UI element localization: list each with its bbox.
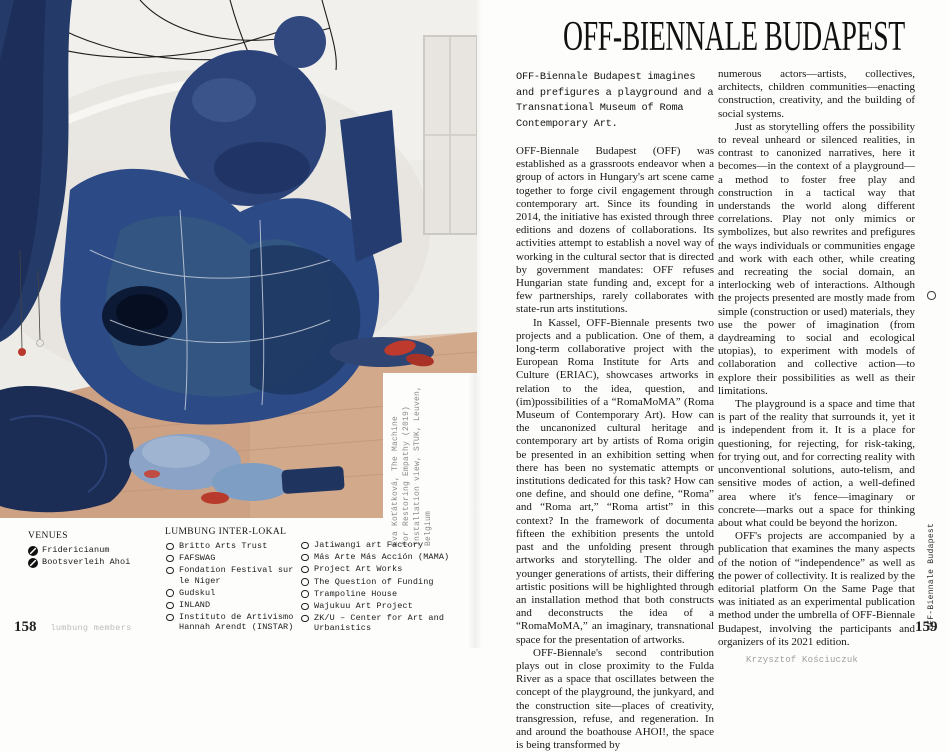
lumbung-item bbox=[300, 577, 450, 587]
venue-item-label: Bootsverleih Ahoi bbox=[42, 557, 131, 568]
intro-paragraph: OFF-Biennale Budapest imagines and prefigures a playground and a Transnational Museum of Roma Contemporary Art. bbox=[516, 71, 714, 130]
venue-item bbox=[28, 557, 148, 567]
lumbung-item-label: ZK/U – Center for Art and Urbanistics bbox=[314, 613, 445, 634]
bullet-circle-icon bbox=[166, 543, 174, 551]
article-paragraph: OFF-Biennale's second contribution plays out in close proximity to the Fulda River as a space that oscillates between the concept of the playground, the junkyard, and the construction site—places of creativity, transgression, refuse, and regeneration. In and around the boathouse AHOI!, the space is being transformed by bbox=[516, 646, 714, 752]
article-paragraph: Just as storytelling offers the possibility to reveal unheard or silenced realities, in contrast to canonized narratives, here it becomes—in the context of a playground—a method to foster free play and construction in a tactical way that understands the world along different correlations. Play not only mimics or symbolizes, but also rewrites and prefigures the ways individuals or communities engage and work with each other, while creating and recreating the social domain, an interlocking web of interactions. Although the projects presented are mostly made from simple (construction or used) materials, they use the power of imagination (from daydreaming to social and ecological utopias), to experiment with models of collaboration and collective action—to explore their possibilities as well as their limitations. bbox=[718, 120, 915, 397]
lumbung-item-label: Jatiwangi art Factory bbox=[314, 540, 424, 550]
lumbung-item-label: The Question of Funding bbox=[314, 576, 434, 587]
lumbung-item bbox=[300, 613, 450, 633]
title-block bbox=[563, 16, 948, 58]
article-paragraph: In Kassel, OFF-Biennale presents two projects and a publication. One of them, a long-term collaborative project with the European Roma Institute for Arts and Culture (ERIAC), showcases artworks in relation to the idea, question, and (im)possibilities of a “RomaMoMA” (Roma Museum of Contemporary Art). How can the uncanonized cultural heritage and contemporary art by artists of Roma origin be presented in an exhibition setting when there has been no systematic attempts or institutions dedicated for this task? How can one define, and should one define, “Roma” and “Roma art,” “Roma artist” in this context? In the framework of documenta fifteen the exhibition presents the untold past and the unfolding present through artworks and storytelling. The older and younger generations of artists, their differing artistic positions will be highlighted through an installation method that both constructs and deconstructs the idea of a “RomaMoMA,” an imaginary, transnational space for the presentation of artworks. bbox=[516, 316, 714, 646]
sidebar-vertical-label: OFF-Biennale Budapest bbox=[927, 522, 936, 630]
lumbung-item bbox=[300, 601, 450, 611]
venue-marker-icon bbox=[28, 546, 38, 556]
venues-heading: VENUES bbox=[28, 531, 68, 541]
bullet-circle-icon bbox=[301, 542, 309, 550]
bullet-circle-icon bbox=[166, 602, 174, 610]
bullet-circle-icon bbox=[166, 555, 174, 563]
gallery-window bbox=[424, 36, 477, 234]
article-paragraph: numerous actors—artists, collectives, architects, children communities—enacting construction, creativity, and the building of social systems. bbox=[718, 68, 915, 120]
article-paragraph: OFF-Biennale Budapest (OFF) was established as a grassroots endeavor when a group of actors in Hungary's art scene came together to forge civil engagement through contemporary art. Since its founding in 2014, the initiative has existed through three editions and dozens of collaborations. Its activities attempt to establish a novel way of working in the cultural sector that is directed by government mandates: OFF refuses Hungarian state funding and, except for a few partnerships, rarely collaborates with state-run arts institutions. bbox=[516, 145, 714, 316]
photo-caption bbox=[390, 386, 434, 546]
photo-caption-line: for Restoring Empathy (2019) bbox=[402, 405, 411, 546]
lumbung-item bbox=[165, 565, 305, 585]
bullet-circle-icon bbox=[301, 578, 309, 586]
lumbung-item-label: Wajukuu Art Project bbox=[314, 601, 413, 612]
bullet-circle-icon bbox=[301, 603, 309, 611]
footer-label: lumbung members bbox=[50, 623, 132, 633]
venues-block bbox=[28, 531, 148, 569]
article-column-2 bbox=[718, 68, 915, 674]
bullet-circle-icon bbox=[166, 614, 174, 622]
bullet-circle-icon bbox=[166, 567, 174, 575]
lumbung-item-label: Britto Arts Trust bbox=[179, 541, 268, 551]
lumbung-item-label: Instituto de Artivismo Hannah Arendt (INSTAR) bbox=[179, 612, 294, 633]
bullet-circle-icon bbox=[301, 554, 309, 562]
bullet-circle-icon bbox=[301, 566, 309, 574]
photo-caption-line: Belgium bbox=[424, 510, 433, 546]
left-page-footer bbox=[14, 618, 132, 636]
lumbung-item-label: Fondation Festival sur le Niger bbox=[179, 565, 294, 586]
bullet-circle-icon bbox=[301, 590, 309, 598]
lumbung-item bbox=[165, 612, 305, 632]
page-number-left: 158 bbox=[14, 619, 37, 635]
lumbung-item bbox=[300, 540, 450, 550]
margin-marker-icon bbox=[927, 291, 936, 300]
page-title: OFF-BIENNALE BUDAPEST bbox=[563, 14, 905, 60]
lumbung-item-label: Gudskul bbox=[179, 587, 216, 598]
lumbung-item-label: Más Arte Más Acción (MAMA) bbox=[314, 552, 450, 563]
lumbung-heading: LUMBUNG INTER-LOKAL bbox=[165, 527, 287, 537]
article-paragraph: OFF's projects are accompanied by a publication that examines the many aspects of the notion of “independence” as well as the power of collectivity. It is realized by the editorial platform On the Same Page that was initiated as an experimental publication method under the umbrella of OFF-Biennale Budapest, involving the participants and organizers of its 2021 edition. bbox=[718, 530, 915, 648]
article-column-1 bbox=[516, 70, 714, 752]
venue-item-label: Fridericianum bbox=[42, 545, 110, 555]
lumbung-item-label: FAFSWAG bbox=[179, 553, 216, 564]
lumbung-inter-lokal-block bbox=[165, 527, 305, 635]
lumbung-item bbox=[300, 552, 450, 562]
page-number-right: 159 bbox=[915, 619, 938, 635]
lumbung-inter-lokal-block-2 bbox=[300, 540, 450, 636]
bullet-circle-icon bbox=[166, 589, 174, 597]
lumbung-item bbox=[165, 600, 305, 610]
lumbung-item bbox=[165, 541, 305, 551]
lumbung-item bbox=[165, 588, 305, 598]
lumbung-item bbox=[300, 564, 450, 574]
article-paragraph: The playground is a space and time that is part of the reality that surrounds it, yet it is independent from it. It is a place for questioning, for rejecting, for risk-taking, for trying out, and for correcting reality with unconventional solutions, auto-telism, and sensitive modes of action, a well-defined area where it's fence—imaginary or concrete—marks out a space for thinking about what could be beyond the horizon. bbox=[718, 398, 915, 529]
author-credit: Krzysztof Kościuczuk bbox=[746, 654, 859, 665]
lumbung-item bbox=[300, 589, 450, 599]
bullet-circle-icon bbox=[301, 615, 309, 623]
venue-item bbox=[28, 545, 148, 555]
lumbung-item-label: INLAND bbox=[179, 600, 211, 611]
lumbung-item-label: Trampoline House bbox=[314, 588, 398, 599]
lumbung-item-label: Project Art Works bbox=[314, 564, 403, 575]
right-page-footer bbox=[915, 618, 938, 636]
photo-caption-line: Installation view, STUK, Leuven, bbox=[413, 385, 422, 546]
photo-caption-line: Eva Koťátková, The Machine bbox=[391, 415, 400, 546]
lumbung-item bbox=[165, 553, 305, 563]
venue-marker-icon bbox=[28, 558, 38, 568]
